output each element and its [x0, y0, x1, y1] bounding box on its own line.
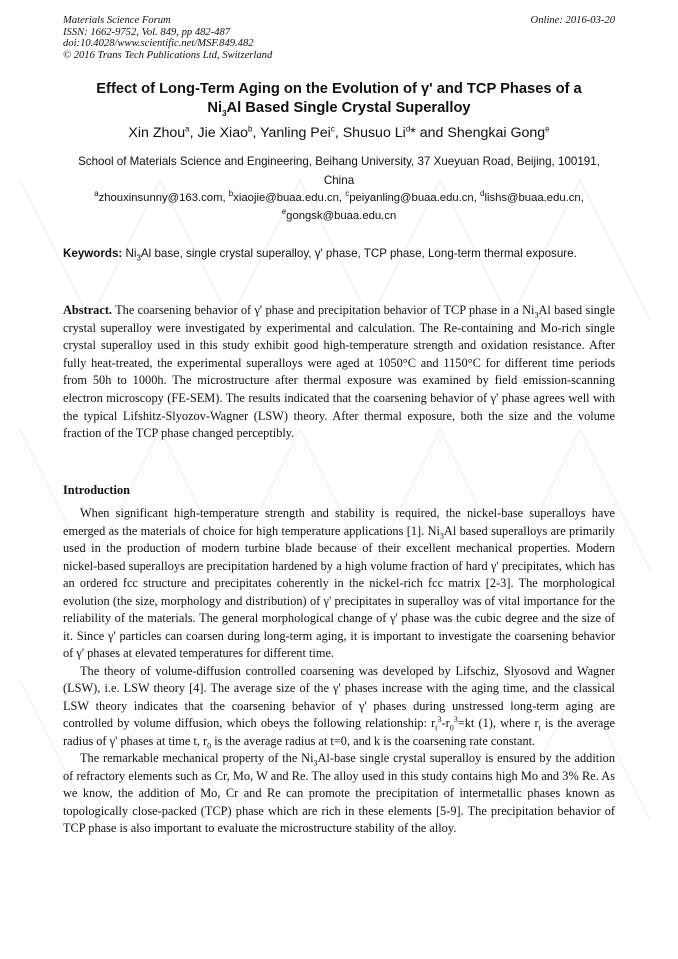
doi[interactable]: doi:10.4028/www.scientific.net/MSF.849.482: [63, 38, 254, 50]
journal-name: Materials Science Forum: [63, 15, 171, 26]
introduction-body: [63, 505, 615, 838]
title-line-1: Effect of Long-Term Aging on the Evolution of γ' and TCP Phases of a: [96, 81, 582, 97]
email-list: $^a$zhouxinsunny@163.com, $^b$xiaojie@buaa.edu.cn, $^c$peiyanling@buaa.edu.cn, $^d$lishs@buaa.edu.cn, $^e$gongsk@buaa.edu.cn: [94, 189, 584, 222]
author: Shengkai Gong: [447, 125, 546, 141]
email-link[interactable]: gongsk@buaa.edu.cn: [286, 210, 397, 222]
issn: ISSN: 1662-9752, Vol. 849, pp 482-487: [63, 26, 231, 38]
journal-info: [63, 15, 272, 61]
copyright: © 2016 Trans Tech Publications Ltd, Switzerland: [63, 49, 273, 61]
paragraph: The theory of volume-diffusion controlled coarsening was developed by Lifschiz, Slyosovd and Wagner (LSW), i.e. LSW theory [4]. The average size of the γ' phases increase with the aging time, and the classical LSW theory indicates that the coarsening behavior of γ' phases during unstressed long-term aging are controlled by volume diffusion, which obeys the following relationship: $r_t^3-r_0^3=kt$ (1), where $r_t$ is the average radius of γ' phases at time t, $r_0$ is the average radius at t=0, and k is the coarsening rate constant.: [63, 663, 615, 750]
abstract-label: Abstract.: [63, 303, 113, 317]
author: Yanling Pei: [260, 125, 331, 141]
paragraph: When significant high-temperature strength and stability is required, the nickel-base superalloys have emerged as the materials of choice for high temperature applications [1]. $Ni_3Al$ based superalloys are primarily used in the production of modern turbine blade because of their excellent mechanical properties. Modern nickel-based superalloys are precipitation hardened by a high volume fraction of hard γ' precipitates, which has an ordered fcc structure and precipitates coherently in the nickel-rich fcc matrix [2-3]. The morphological evolution (the size, morphology and distribution) of γ' precipitates in superalloy was of vital importance for the reliability of the materials. The general morphological change of γ' phase was the cubic degree and the size of it. Since γ' particles can coarsen during long-term aging, it is important to investigate the coarsening behavior of γ' phases at elevated temperatures for different time.: [63, 506, 615, 660]
keywords: Keywords: $Ni_3Al$ base, single crystal superalloy, γ' phase, TCP phase, Long-term thermal exposure.: [63, 247, 577, 263]
keywords-label: Keywords:: [63, 247, 123, 260]
author: Jie Xiao: [197, 125, 248, 141]
paper-title: Effect of Long-Term Aging on the Evolution of γ' and TCP Phases of a $Ni_3Al$ Based Single Crystal Superalloy: [96, 81, 582, 118]
email-link[interactable]: zhouxinsunny@163.com: [98, 192, 223, 204]
email-link[interactable]: xiaojie@buaa.edu.cn: [233, 192, 339, 204]
paragraph: The remarkable mechanical property of the $Ni_3Al$-base single crystal superalloy is ensured by the addition of refractory elements such as Cr, Mo, W and Re. The alloy used in this study contains high Mo and 3% Re. As we know, the addition of Mo, Cr and Re can promote the precipitation of intermetallic phases known as topologically close-packed (TCP) phase which are rich in these elements [5-9]. The precipitation behavior of TCP phase is also important to evaluate the microstructure stability of the alloy.: [63, 751, 615, 835]
author-list: Xin Zhou$^a$, Jie Xiao$^b$, Yanling Pei$^c$, Shusuo Li$^d$* and Shengkai Gong$^e$: [128, 124, 550, 141]
email-link[interactable]: lishs@buaa.edu.cn: [484, 192, 581, 204]
email-link[interactable]: peiyanling@buaa.edu.cn: [349, 192, 474, 204]
abstract: Abstract. The coarsening behavior of γ' phase and precipitation behavior of TCP phase in a $Ni_3Al$ based single crystal superalloy were investigated by experimental and calculation. The Re-containing and Mo-rich single crystal superalloy used in this study exhibit good high-temperature strength and oxidation resistance. After fully heat-treated, the experimental superalloys were aged at 1050°C and 1150°C for different time periods from 50h to 1000h. The microstructure after thermal exposure was examined by field emission-scanning electron microscopy (FE-SEM). The results indicated that the coarsening behavior of γ' phase agrees well with the typical Lifshitz-Slyozov-Wagner (LSW) theory. After thermal exposure, both the size and the volume fraction of the TCP phase changed perceptibly.: [63, 303, 615, 441]
affiliation: School of Materials Science and Engineering, Beihang University, 37 Xueyuan Road, Beijing, 100191, China: [78, 155, 600, 187]
section-heading-introduction: Introduction: [63, 483, 130, 497]
author: Shusuo Li: [342, 125, 406, 141]
online-date: Online: 2016-03-20: [530, 15, 615, 26]
journal-header: [63, 15, 615, 65]
author: Xin Zhou: [128, 125, 186, 141]
